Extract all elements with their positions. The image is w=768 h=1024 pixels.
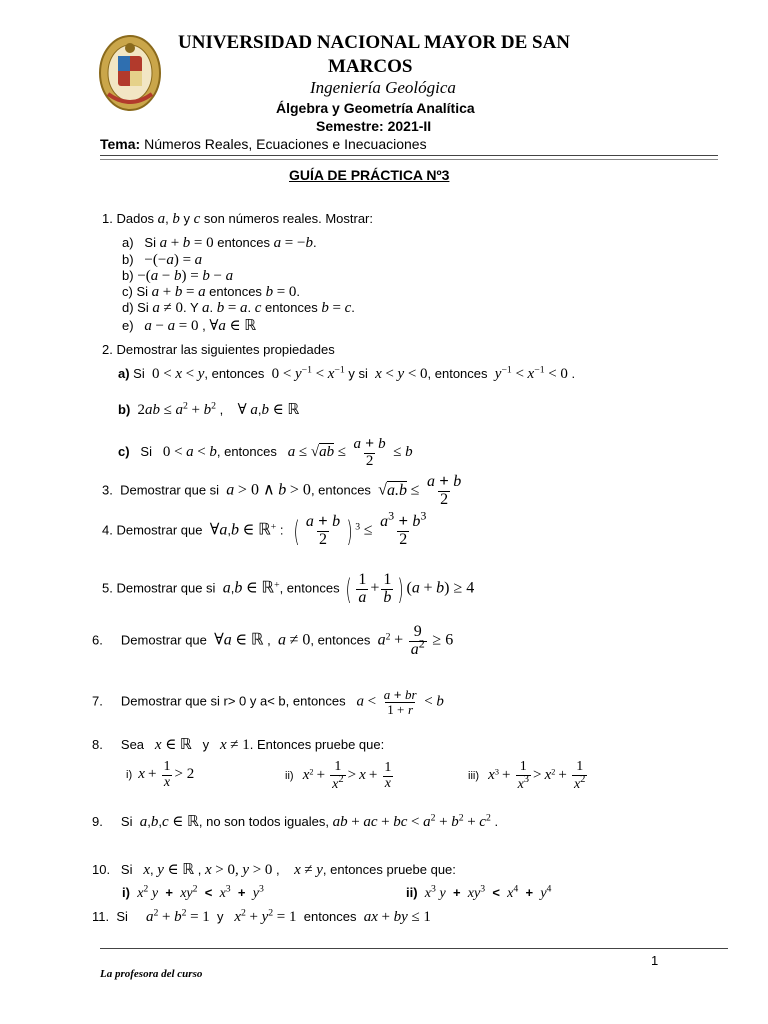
- problem-text: Demostrar que: [120, 632, 207, 648]
- problem-text: Si: [116, 909, 128, 924]
- topic-value: Números Reales, Ecuaciones e Inecuaciones: [144, 136, 427, 152]
- problem-8iii: iii) $x^3$ + $\frac{1}{x^3}$ > $x^2$ + $\frac{1}{x^2}$: [468, 759, 586, 792]
- item-label: ii): [406, 885, 418, 900]
- problem-number: 6.: [92, 632, 103, 648]
- problem-10: 10. Si x, y ∈ ℝ , x > 0, y > 0 , x ≠ y, entonces pruebe que:: [92, 860, 456, 878]
- problem-text: son números reales. Mostrar:: [200, 211, 373, 226]
- page-number: 1: [651, 953, 659, 968]
- problem-text: , no son todos iguales,: [198, 814, 329, 829]
- university-name-line1: UNIVERSIDAD NACIONAL MAYOR DE SAN: [178, 32, 571, 53]
- problem-text: Demostrar que si: [116, 580, 216, 596]
- problem-1a: a) Si a + b = 0 entonces a = −b.: [122, 235, 317, 251]
- problem-text: . Entonces pruebe que:: [249, 737, 385, 752]
- problem-2a: a) Si 0 < x < y, entonces $0 < y^{-1} < x^{-1}$ y si x < y < 0, entonces $y^{-1} < x^{-1} < 0$ .: [118, 364, 576, 382]
- problem-text: , entonces: [310, 482, 371, 498]
- problem-text: Demostrar las siguientes propiedades: [116, 342, 335, 357]
- university-name-line2: MARCOS: [328, 56, 413, 77]
- problem-10i: i) $x^2$ $y + xy^2 < x^3 + y^3$: [122, 883, 264, 901]
- problem-3: 3. Demostrar que si a > 0 ∧ b > 0, entonces √a.b ≤ $\frac{a + b}{2}$: [102, 473, 462, 508]
- item-text: , entonces: [204, 366, 265, 381]
- item-label: b): [118, 402, 131, 417]
- problem-text: Demostrar que si r> 0 y a< b, entonces: [120, 693, 346, 709]
- problem-5: 5. Demostrar que si a,b ∈ ℝ+, entonces ( $\frac{1}{a}$ + $\frac{1}{b}$ ) (a + b) ≥ 4: [102, 571, 475, 606]
- problem-text: Si: [120, 862, 133, 877]
- topic-label: Tema:: [100, 136, 141, 152]
- problem-4: 4. Demostrar que ∀a,b ∈ ℝ+ : ( $\frac{a + b}{2}$ ) $^3$ ≤ $\frac{a^3 + b^3}{2}$: [102, 508, 427, 548]
- item-text: Si: [136, 284, 152, 299]
- problem-text: y: [217, 909, 224, 924]
- problem-1d: c) Si a + b = a entonces b = 0.: [122, 284, 301, 300]
- item-label: iii): [468, 770, 479, 783]
- item-text: entonces: [213, 235, 274, 250]
- item-label: a): [118, 366, 130, 381]
- problem-number: 7.: [92, 693, 103, 709]
- problem-number: 4.: [102, 522, 113, 538]
- university-seal-logo: [98, 34, 162, 112]
- signature-line: La profesora del curso: [100, 968, 203, 980]
- item-label: c): [122, 284, 137, 299]
- item-label: a): [122, 235, 134, 250]
- item-text: Si: [140, 444, 152, 460]
- semester: Semestre: 2021-II: [316, 118, 432, 134]
- problem-text: , entonces: [310, 632, 371, 648]
- problem-10ii: ii) $x^3$ $y + xy^3 < x^4 + y^4$: [406, 883, 552, 901]
- item-text: Si: [137, 300, 153, 315]
- header-divider-thick: [100, 155, 718, 156]
- item-label: b): [122, 268, 134, 283]
- problem-number: 10.: [92, 862, 111, 877]
- item-label: i): [122, 885, 130, 900]
- topic-line: [100, 136, 427, 152]
- problem-text: Demostrar que si: [120, 482, 220, 498]
- problem-text: , entonces pruebe que:: [322, 862, 456, 877]
- problem-text: Sea: [120, 737, 145, 752]
- item-text: Si: [144, 235, 160, 250]
- item-label: i): [126, 769, 133, 782]
- item-label: ii): [285, 770, 294, 783]
- problem-11: 11. Si $a^2 + b^2 = 1$ y $x^2 + y^2 = 1$ entonces ax + by ≤ 1: [92, 907, 431, 925]
- problem-number: 3.: [102, 482, 113, 498]
- item-text: y si: [344, 366, 368, 381]
- problem-text: , entonces: [279, 580, 340, 596]
- course-name: Álgebra y Geometría Analítica: [276, 100, 475, 116]
- problem-1f: e) a − a = 0 , ∀a ∈ ℝ: [122, 316, 257, 334]
- problem-number: 2.: [102, 342, 113, 357]
- problem-text: Si: [120, 814, 133, 829]
- problem-number: 11.: [92, 909, 110, 924]
- problem-2: [102, 342, 335, 357]
- problem-text: y: [202, 737, 210, 752]
- problem-text: Dados: [116, 211, 158, 226]
- footer-divider: [100, 948, 728, 949]
- problem-1: 1. Dados a, b y c son números reales. Mostrar:: [102, 211, 373, 227]
- item-label: b): [122, 252, 134, 267]
- problem-text: Demostrar que: [116, 522, 203, 538]
- item-label: d): [122, 300, 138, 315]
- problem-8i: i) x + $\frac{1}{x}$ > 2: [126, 759, 195, 790]
- problem-text: entonces: [303, 909, 357, 924]
- item-label: e): [122, 318, 134, 333]
- item-text: entonces: [261, 300, 322, 315]
- item-text: Si: [129, 366, 145, 381]
- problem-8ii: ii) $x^2$ + $\frac{1}{x^2}$ > x + $\frac{1}{x}$: [285, 759, 392, 792]
- problem-2c: c) Si 0 < a < b, entonces a ≤ √ab ≤ $\frac{a + b}{2}$ ≤ b: [118, 435, 413, 469]
- problem-1c: b) −(a − b) = b − a: [122, 268, 234, 284]
- problem-number: 1.: [102, 211, 113, 226]
- item-label: c): [118, 444, 130, 460]
- page-title: GUÍA DE PRÁCTICA Nº3: [289, 167, 450, 183]
- faculty-name: Ingeniería Geológica: [310, 78, 456, 97]
- item-text: , entonces: [216, 444, 277, 460]
- header-divider-thin: [100, 159, 718, 160]
- problem-7: 7. Demostrar que si r> 0 y a< b, entonces a < $\frac{a + br}{1 + r}$ < b: [92, 687, 444, 717]
- problem-1e: d) Si a ≠ 0. Y a. b = a. c entonces b = c.: [122, 300, 355, 316]
- problem-8: 8. Sea x ∈ ℝ y x ≠ 1. Entonces pruebe que:: [92, 735, 385, 753]
- item-text: , entonces: [427, 366, 488, 381]
- problem-6: 6. Demostrar que ∀a ∈ ℝ , a ≠ 0, entonces $a^2$ + $\frac{9}{a^2}$ ≥ 6: [92, 623, 454, 658]
- item-text: entonces: [205, 284, 266, 299]
- problem-number: 8.: [92, 737, 103, 752]
- problem-2b: b) $2ab \le a^2 + b^2$ , ∀ a,b ∈ ℝ: [118, 400, 300, 418]
- problem-number: 9.: [92, 814, 103, 829]
- problem-9: 9. Si a,b,c ∈ ℝ, no son todos iguales, ab + ac + bc < $a^2 + b^2 + c^2$ .: [92, 812, 499, 830]
- problem-number: 5.: [102, 580, 113, 596]
- problem-1b: b) −(−a) = a: [122, 252, 203, 268]
